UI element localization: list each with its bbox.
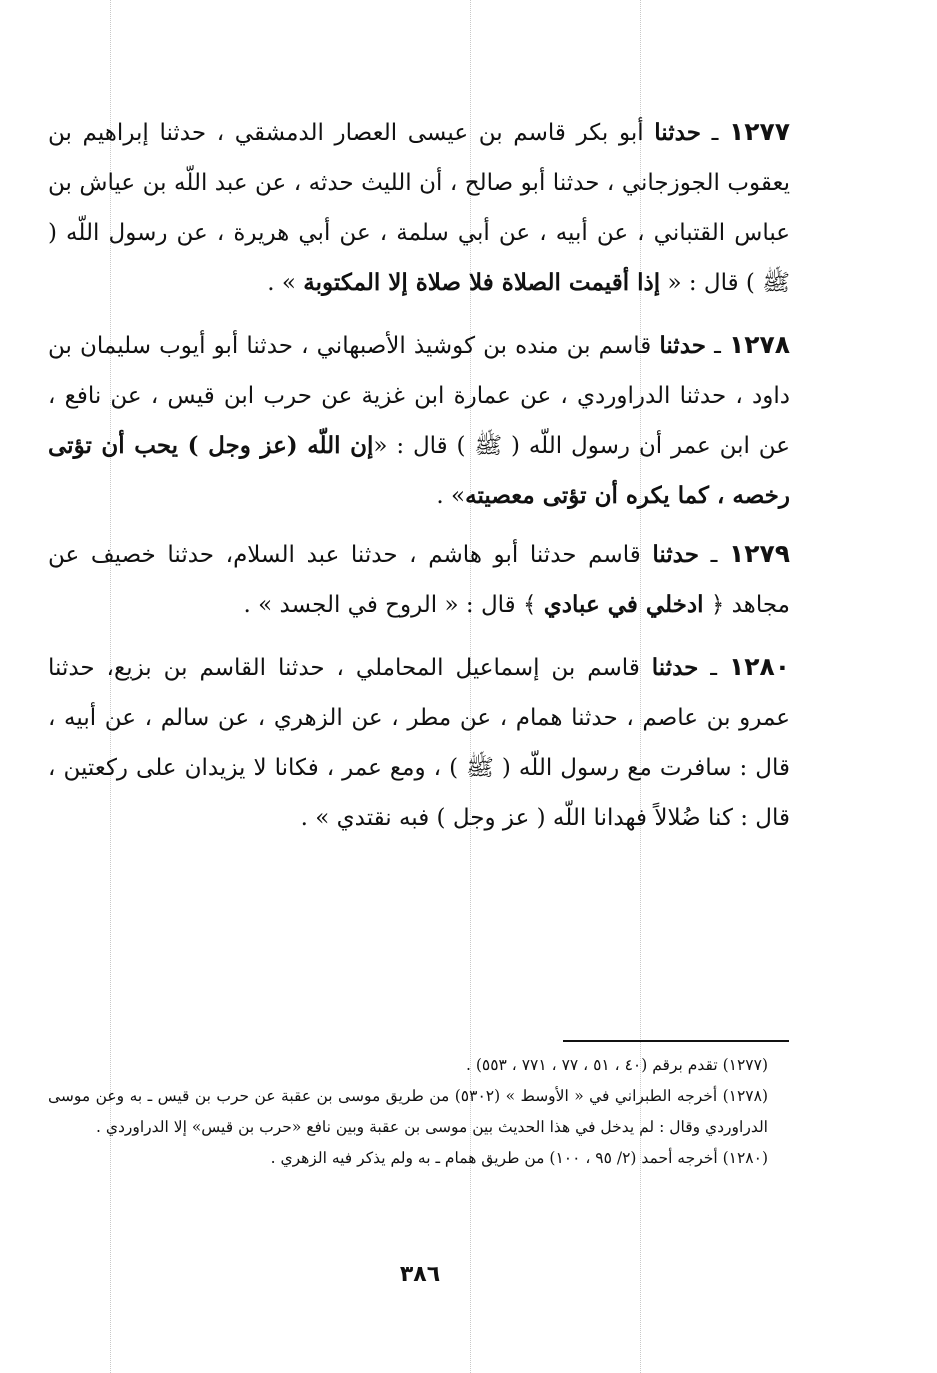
hadith-matn: إن اللّه (عز وجل ) يحب أن تؤتى رخصه ، كما يكره أن تؤتى معصيته <box>48 432 790 509</box>
hadith-chain: قاسم بن إسماعيل المحاملي ، حدثنا القاسم بن بزيع، حدثنا عمرو بن عاصم ، حدثنا همام ، عن مطر ، عن الزهري ، عن سالم ، عن أبيه ، قال : سافرت مع رسول اللّه ( ﷺ ) ، ومع عمر ، فكانا لا يزيدان على ركعتين ، قال : كنا ضُلالاً فهدانا اللّه ( عز وجل ) فبه نقتدي » . <box>48 655 790 831</box>
hadith-dash: ـ <box>700 120 729 146</box>
hadith-number: ١٢٨٠ <box>728 652 790 681</box>
haddathana-word: حدثنا <box>651 654 699 681</box>
hadith-number: ١٢٧٩ <box>728 539 790 568</box>
hadith-chain: أبو بكر قاسم بن عيسى العصار الدمشقي ، حدثنا إبراهيم بن يعقوب الجوزجاني ، حدثنا أبو صالح ، أن الليث حدثه ، عن عبد اللّه بن عياش بن عباس القتباني ، عن أبيه ، عن أبي سلمة ، عن أبي هريرة ، عن رسول اللّه ( ﷺ ) قال : « <box>48 120 790 296</box>
hadith-matn: إذا أقيمت الصلاة فلا صلاة إلا المكتوبة <box>303 269 661 296</box>
hadith-tail: ﴾ قال : « الروح في الجسد » . <box>243 592 544 618</box>
hadith-dash: ـ <box>698 655 729 681</box>
main-text <box>48 107 790 843</box>
footnote-1280: (١٢٨٠) أخرجه أحمد (٢/ ٩٥ ، ١٠٠) من طريق همام ـ به ولم يذكر فيه الزهري . <box>270 1149 768 1167</box>
hadith-chain: قاسم حدثنا أبو هاشم ، حدثنا عبد السلام، حدثنا خصيف عن مجاهد ﴿ <box>48 542 790 618</box>
hadith-1277 <box>48 107 790 308</box>
footnote-1277: (١٢٧٧) تقدم برقم (٤٠ ، ٥١ ، ٧٧ ، ٧٧١ ، ٥٥٣) . <box>465 1056 768 1074</box>
footnotes <box>48 1050 768 1174</box>
hadith-1278 <box>48 320 790 521</box>
hadith-1279 <box>48 529 790 630</box>
haddathana-word: حدثنا <box>654 119 701 146</box>
hadith-dash: ـ <box>705 333 729 359</box>
haddathana-word: حدثنا <box>652 541 699 568</box>
hadith-number: ١٢٧٧ <box>728 117 790 146</box>
hadith-number: ١٢٧٨ <box>728 330 790 359</box>
haddathana-word: حدثنا <box>659 332 706 359</box>
hadith-tail: » . <box>436 483 466 509</box>
hadith-tail: » . <box>267 270 304 296</box>
footnote-1278: (١٢٧٨) أخرجه الطبراني في « الأوسط » (٥٣٠٢) من طريق موسى بن عقبة عن حرب بن قيس ـ به وعن موسى الدراوردي وقال : لم يدخل في هذا الحديث بين موسى بن عقبة وبين نافع «حرب بن قيس» إلا الدراوردي . <box>48 1087 768 1136</box>
page-number: ٣٨٦ <box>399 1262 441 1287</box>
footnote-separator <box>563 1040 789 1042</box>
hadith-chain: قاسم بن منده بن كوشيذ الأصبهاني ، حدثنا أبو أيوب سليمان بن داود ، حدثنا الدراوردي ، عن عمارة ابن غزية عن حرب ابن قيس ، عن نافع ، عن ابن عمر أن رسول اللّه ( ﷺ ) قال : « <box>48 333 790 459</box>
hadith-matn: ادخلي في عبادي <box>543 591 704 618</box>
hadith-dash: ـ <box>698 542 729 568</box>
hadith-1280 <box>48 642 790 843</box>
